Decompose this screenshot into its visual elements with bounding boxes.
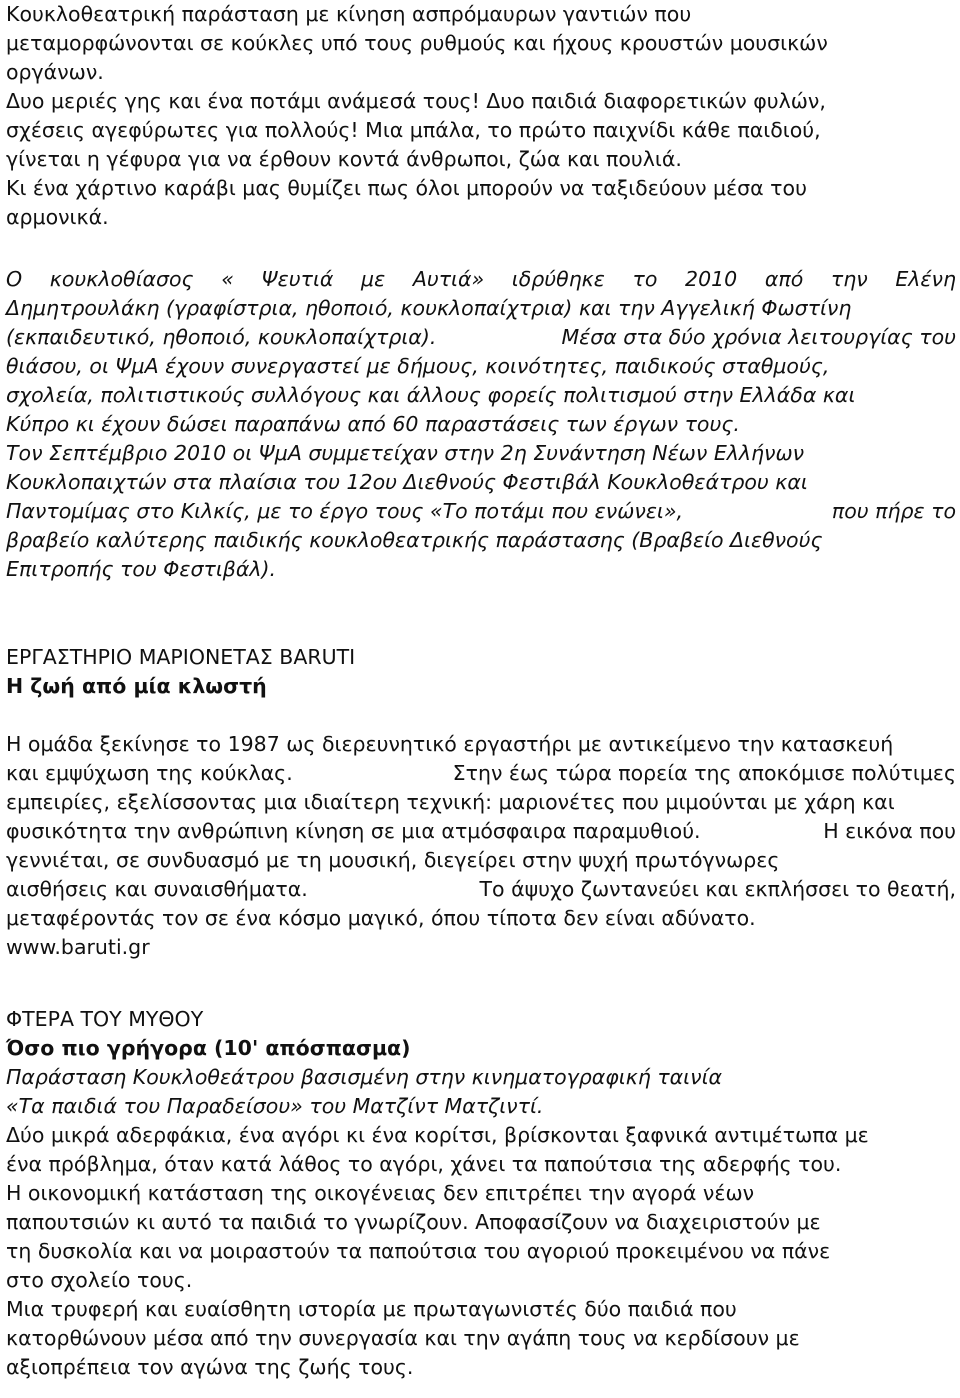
text-line: σχέσεις αγεφύρωτες για πολλούς! Μια μπάλα, το πρώτο παιχνίδι κάθε παιδιού, xyxy=(6,118,821,142)
text-line: Μια τρυφερή και ευαίσθητη ιστορία με πρωταγωνιστές δύο παιδιά που xyxy=(6,1297,737,1321)
text-run: Παντομίμας στο Κιλκίς, με το έργο τους «Το ποτάμι που ενώνει», xyxy=(6,499,684,523)
text-run: που πήρε το xyxy=(831,499,956,523)
text-run-italic: Μέσα στα δύο χρόνια λειτουργίας του xyxy=(561,325,956,349)
word: το xyxy=(632,267,658,291)
text-line: οργάνων. xyxy=(6,60,104,84)
text-line: Κουκλοθεατρική παράσταση με κίνηση ασπρόμαυρων γαντιών που xyxy=(6,2,692,26)
text-line xyxy=(6,497,956,526)
word: ιδρύθηκε xyxy=(511,267,605,291)
text-line: εμπειρίες, εξελίσσοντας μια ιδιαίτερη τεχνική: μαριονέτες που μιμούνται με χάρη και xyxy=(6,790,895,814)
section-heading: ΕΡΓΑΣΤΗΡΙΟ ΜΑΡΙΟΝΕΤΑΣ BARUTI xyxy=(6,645,356,669)
text-line: Δημητρουλάκη (γραφίστρια, ηθοποιό, κουκλοπαίχτρια) και την Αγγελική Φωστίνη xyxy=(6,296,852,320)
text-line: Επιτροπής του Φεστιβάλ). xyxy=(6,557,277,581)
text-line: Κύπρο κι έχουν δώσει παραπάνω από 60 παραστάσεις των έργων τους. xyxy=(6,412,740,436)
section-heading: ΦΤΕΡΑ ΤΟΥ ΜΥΘΟΥ xyxy=(6,1007,204,1031)
section-title: Όσο πιο γρήγορα (10' απόσπασμα) xyxy=(6,1036,411,1060)
word: 2010 xyxy=(685,267,738,291)
text-line: γεννιέται, σε συνδυασμό με τη μουσική, διεγείρει στην ψυχή πρωτόγνωρες xyxy=(6,848,780,872)
text-line: σχολεία, πολιτιστικούς συλλόγους και άλλους φορείς πολιτισμού στην Ελλάδα και xyxy=(6,383,856,407)
text-line: Τον Σεπτέμβριο 2010 οι ΨμΑ συμμετείχαν στην 2η Συνάντηση Νέων Ελλήνων xyxy=(6,441,805,465)
text-line: στο σχολείο τους. xyxy=(6,1268,193,1292)
word: Ο xyxy=(6,267,23,291)
text-line: τη δυσκολία και να μοιραστούν τα παπούτσια του αγοριού προκειμένου να πάνε xyxy=(6,1239,831,1263)
text-run: Στην έως τώρα πορεία της αποκόμισε πολύτιμες xyxy=(452,761,956,785)
text-line: Η ομάδα ξεκίνησε το 1987 ως διερευνητικό εργαστήρι με αντικείμενο την κατασκευή xyxy=(6,732,894,756)
word: κουκλοθίασος xyxy=(49,267,194,291)
text-line: Δύο μικρά αδερφάκια, ένα αγόρι κι ένα κορίτσι, βρίσκονται ξαφνικά αντιμέτωπα με xyxy=(6,1123,869,1147)
text-line xyxy=(6,875,956,904)
text-run: φυσικότητα την ανθρώπινη κίνηση σε μια ατμόσφαιρα παραμυθιού. xyxy=(6,819,701,843)
text-line: βραβείο καλύτερης παιδικής κουκλοθεατρικής παράστασης (Βραβείο Διεθνούς xyxy=(6,528,823,552)
text-line xyxy=(6,817,956,846)
text-line: Κουκλοπαιχτών στα πλαίσια του 12ου Διεθνούς Φεστιβάλ Κουκλοθεάτρου και xyxy=(6,470,808,494)
text-line: Παράσταση Κουκλοθεάτρου βασισμένη στην κινηματογραφική ταινία xyxy=(6,1065,723,1089)
text-run-italic: (εκπαιδευτικό, ηθοποιό, κουκλοπαίχτρια). xyxy=(6,325,437,349)
text-run: αισθήσεις και συναισθήματα. xyxy=(6,877,308,901)
text-run: Η εικόνα που xyxy=(823,819,956,843)
text-line xyxy=(6,265,956,294)
text-line: Η οικονομική κατάσταση της οικογένειας δεν επιτρέπει την αγορά νέων xyxy=(6,1181,755,1205)
text-line xyxy=(6,323,956,352)
text-line: γίνεται η γέφυρα για να έρθουν κοντά άνθρωποι, ζώα και πουλιά. xyxy=(6,147,682,171)
text-line: αρμονικά. xyxy=(6,205,109,229)
word: Αυτιά» xyxy=(412,267,485,291)
word: την xyxy=(830,267,868,291)
word: Ελένη xyxy=(895,267,956,291)
text-line: Κι ένα χάρτινο καράβι μας θυμίζει πως όλοι μπορούν να ταξιδεύουν μέσα του xyxy=(6,176,807,200)
text-line: «Τα παιδιά του Παραδείσου» του Ματζίντ Ματζιντί. xyxy=(6,1094,544,1118)
text-line: κατορθώνουν μέσα από την συνεργασία και την αγάπη τους να κερδίσουν με xyxy=(6,1326,800,1350)
text-line: ένα πρόβλημα, όταν κατά λάθος το αγόρι, χάνει τα παπούτσια της αδερφής του. xyxy=(6,1152,842,1176)
text-run: και εμψύχωση της κούκλας. xyxy=(6,761,293,785)
text-line: Δυο μεριές γης και ένα ποτάμι ανάμεσά τους! Δυο παιδιά διαφορετικών φυλών, xyxy=(6,89,826,113)
word: Ψευτιά xyxy=(261,267,334,291)
word: με xyxy=(361,267,386,291)
text-line: αξιοπρέπεια τον αγώνα της ζωής τους. xyxy=(6,1355,414,1379)
word: « xyxy=(221,267,234,291)
text-line: μεταμορφώνονται σε κούκλες υπό τους ρυθμούς και ήχους κρουστών μουσικών xyxy=(6,31,828,55)
text-line: παπουτσιών κι αυτό τα παιδιά το γνωρίζουν. Αποφασίζουν να διαχειριστούν με xyxy=(6,1210,821,1234)
text-line: μεταφέροντάς τον σε ένα κόσμο μαγικό, όπου τίποτα δεν είναι αδύνατο. xyxy=(6,906,756,930)
website-link[interactable]: www.baruti.gr xyxy=(6,935,150,959)
word: από xyxy=(764,267,804,291)
text-line xyxy=(6,759,956,788)
text-run: Το άψυχο ζωντανεύει και εκπλήσσει το θεατή, xyxy=(479,877,956,901)
section-title: Η ζωή από μία κλωστή xyxy=(6,674,267,698)
text-line: θιάσου, οι ΨμΑ έχουν συνεργαστεί με δήμους, κοινότητες, παιδικούς σταθμούς, xyxy=(6,354,830,378)
